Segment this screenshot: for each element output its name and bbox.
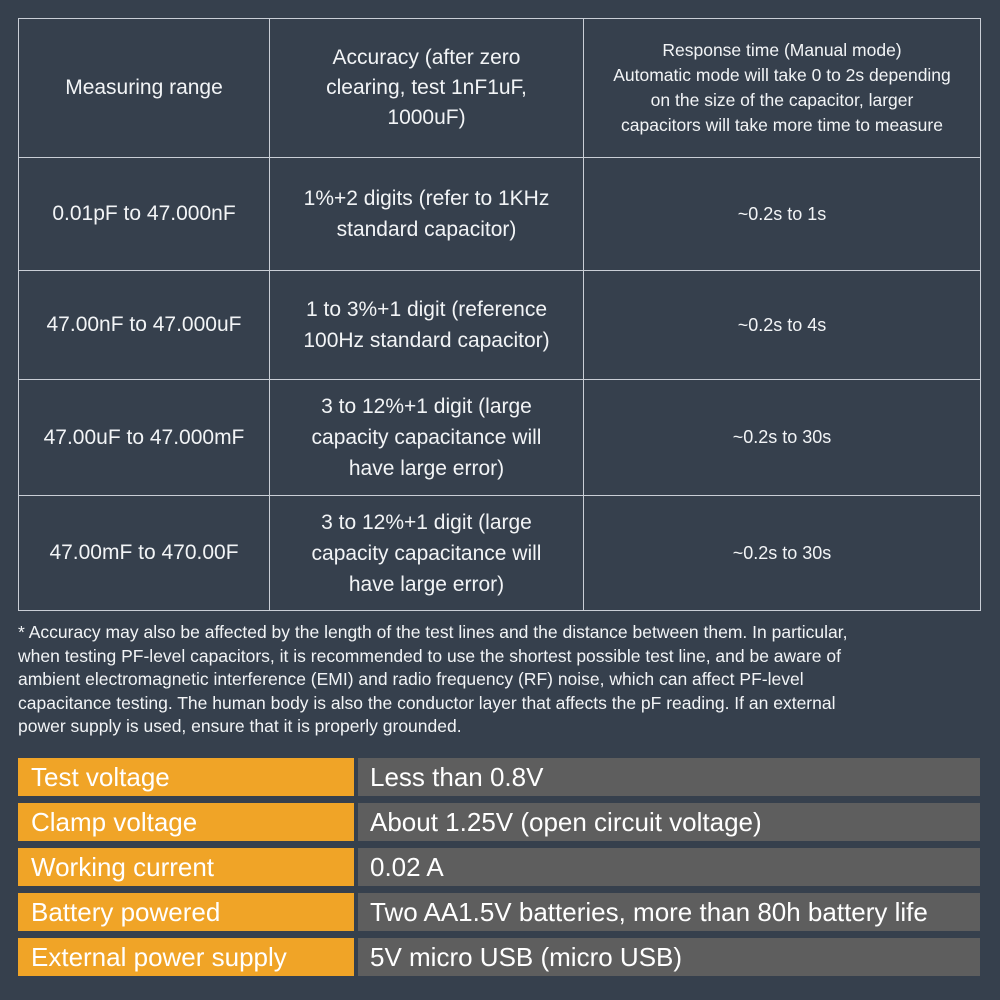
param-value: Two AA1.5V batteries, more than 80h battery life: [358, 893, 980, 931]
param-row-working-current: [18, 848, 980, 886]
header-response-line: Automatic mode will take 0 to 2s depending: [613, 65, 951, 85]
accuracy-line: 3 to 12%+1 digit (large: [321, 510, 532, 534]
table-row: [19, 271, 981, 380]
table-header-row: [19, 19, 981, 158]
response-cell: ~0.2s to 1s: [584, 158, 981, 271]
spec-table: [18, 18, 981, 611]
footnote-line: ambient electromagnetic interference (EMI) and radio frequency (RF) noise, which can affect PF-level: [18, 669, 804, 689]
range-cell: 0.01pF to 47.000nF: [19, 158, 270, 271]
header-response-line: Response time (Manual mode): [662, 40, 902, 60]
response-cell: ~0.2s to 4s: [584, 271, 981, 380]
param-value: About 1.25V (open circuit voltage): [358, 803, 980, 841]
accuracy-cell: [270, 496, 584, 611]
range-cell: 47.00mF to 470.00F: [19, 496, 270, 611]
param-row-battery-powered: [18, 893, 980, 931]
param-value: 5V micro USB (micro USB): [358, 938, 980, 976]
table-row: [19, 380, 981, 496]
header-accuracy-line: Accuracy (after zero: [332, 46, 521, 69]
footnote-line: * Accuracy may also be affected by the length of the test lines and the distance between them. In particular,: [18, 622, 848, 642]
range-cell: 47.00uF to 47.000mF: [19, 380, 270, 496]
header-response-line: on the size of the capacitor, larger: [650, 90, 914, 110]
response-cell: ~0.2s to 30s: [584, 496, 981, 611]
param-row-clamp-voltage: [18, 803, 980, 841]
param-value: 0.02 A: [358, 848, 980, 886]
footnote-line: power supply is used, ensure that it is properly grounded.: [18, 716, 462, 736]
accuracy-line: 1 to 3%+1 digit (reference: [305, 298, 548, 321]
footnote-line: when testing PF-level capacitors, it is recommended to use the shortest possible test line, and be aware of: [18, 645, 841, 666]
accuracy-line: capacity capacitance will: [311, 541, 542, 565]
accuracy-line: have large error): [348, 457, 505, 480]
header-response-time: [584, 19, 981, 158]
header-accuracy-line: 1000uF): [387, 106, 466, 129]
accuracy-line: have large error): [348, 572, 505, 596]
accuracy-line: standard capacitor): [336, 218, 517, 241]
range-cell: 47.00nF to 47.000uF: [19, 271, 270, 380]
param-row-test-voltage: [18, 758, 980, 796]
accuracy-line: 3 to 12%+1 digit (large: [321, 395, 532, 418]
param-label: Clamp voltage: [18, 803, 354, 841]
param-value: Less than 0.8V: [358, 758, 980, 796]
footnote-line: capacitance testing. The human body is also the conductor layer that affects the pF reading. If an external: [18, 692, 836, 713]
accuracy-cell: [270, 158, 584, 271]
accuracy-line: 1%+2 digits (refer to 1KHz: [303, 187, 550, 210]
param-row-external-power-supply: [18, 938, 980, 976]
table-row: [19, 158, 981, 271]
header-measuring-range: Measuring range: [19, 19, 270, 158]
accuracy-footnote: [18, 621, 984, 739]
param-label: External power supply: [18, 938, 354, 976]
param-label: Battery powered: [18, 893, 354, 931]
header-response-line: capacitors will take more time to measure: [621, 115, 943, 135]
param-label: Test voltage: [18, 758, 354, 796]
accuracy-cell: [270, 380, 584, 496]
response-cell: ~0.2s to 30s: [584, 380, 981, 496]
accuracy-line: capacity capacitance will: [311, 426, 542, 449]
parameter-list: [18, 758, 980, 983]
accuracy-cell: [270, 271, 584, 380]
header-accuracy: [270, 19, 584, 158]
param-label: Working current: [18, 848, 354, 886]
accuracy-line: 100Hz standard capacitor): [303, 329, 550, 352]
table-row: [19, 496, 981, 611]
header-accuracy-line: clearing, test 1nF1uF,: [326, 76, 527, 99]
